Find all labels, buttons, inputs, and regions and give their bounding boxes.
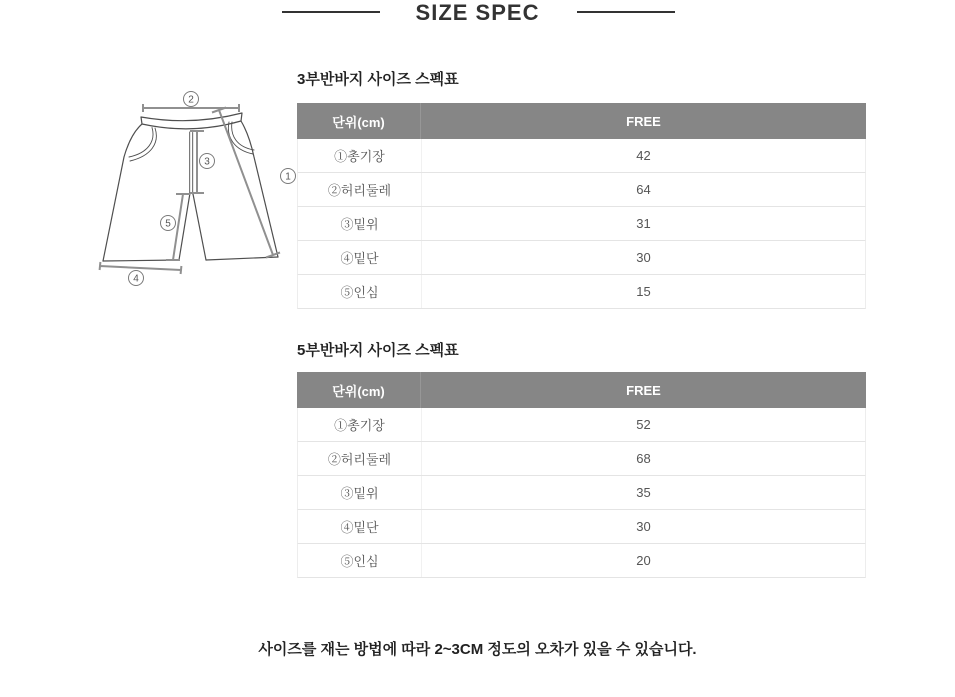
row-label: ④밑단 bbox=[298, 510, 422, 543]
marker-3 bbox=[200, 154, 215, 169]
svg-text:5: 5 bbox=[165, 218, 171, 230]
table-row bbox=[297, 476, 866, 510]
marker-1 bbox=[281, 169, 296, 184]
row-label: ①총기장 bbox=[298, 408, 422, 441]
row-value: 30 bbox=[636, 250, 651, 265]
size-table-3bu bbox=[297, 103, 866, 309]
table-header-row bbox=[297, 372, 866, 408]
table-row bbox=[297, 275, 866, 309]
row-label: ①총기장 bbox=[298, 139, 422, 172]
table-row bbox=[297, 544, 866, 578]
table-header-row bbox=[297, 103, 866, 139]
row-label: ③밑위 bbox=[298, 476, 422, 509]
row-label: ⑤인심 bbox=[298, 275, 422, 308]
table-row bbox=[297, 408, 866, 442]
header-size-cell: FREE bbox=[626, 113, 661, 129]
size-tolerance-note: 사이즈를 재는 방법에 따라 2~3CM 정도의 오차가 있을 수 있습니다. bbox=[258, 641, 697, 658]
row-value: 20 bbox=[636, 553, 651, 568]
shorts-right-outer-seam bbox=[241, 121, 278, 257]
shorts-right-inner-seam bbox=[193, 194, 206, 260]
table-title-3bu: 3부반바지 사이즈 스펙표 bbox=[297, 71, 459, 88]
marker-5 bbox=[161, 216, 176, 231]
size-table-5bu bbox=[297, 372, 866, 578]
left-pocket bbox=[129, 128, 156, 162]
table-row bbox=[297, 442, 866, 476]
row-value: 52 bbox=[636, 417, 651, 432]
waistband bbox=[141, 113, 242, 129]
row-label: ③밑위 bbox=[298, 207, 422, 240]
row-value: 68 bbox=[636, 451, 651, 466]
fly-seam bbox=[190, 132, 193, 194]
row-value: 31 bbox=[636, 216, 651, 231]
table-row bbox=[297, 510, 866, 544]
row-label: ④밑단 bbox=[298, 241, 422, 274]
svg-text:3: 3 bbox=[204, 156, 210, 168]
row-value: 42 bbox=[636, 148, 651, 163]
header-unit-cell: 단위(cm) bbox=[297, 103, 421, 139]
row-value: 30 bbox=[636, 519, 651, 534]
svg-text:4: 4 bbox=[133, 273, 139, 285]
table-row bbox=[297, 241, 866, 275]
marker-2 bbox=[184, 92, 199, 107]
shorts-left-outer-seam bbox=[103, 124, 142, 261]
row-value: 15 bbox=[636, 284, 651, 299]
row-label: ②허리둘레 bbox=[298, 173, 422, 206]
table-row bbox=[297, 139, 866, 173]
row-value: 35 bbox=[636, 485, 651, 500]
row-value: 64 bbox=[636, 182, 651, 197]
marker-4 bbox=[129, 271, 144, 286]
svg-text:2: 2 bbox=[188, 94, 194, 106]
header-size-cell: FREE bbox=[626, 382, 661, 398]
header-unit-cell: 단위(cm) bbox=[297, 372, 421, 408]
table-row bbox=[297, 207, 866, 241]
svg-text:1: 1 bbox=[285, 171, 291, 183]
row-label: ②허리둘레 bbox=[298, 442, 422, 475]
table-row bbox=[297, 173, 866, 207]
table-title-5bu: 5부반바지 사이즈 스펙표 bbox=[297, 342, 459, 359]
shorts-diagram bbox=[88, 85, 308, 295]
right-pocket bbox=[228, 122, 254, 154]
row-label: ⑤인심 bbox=[298, 544, 422, 577]
page-title: SIZE SPEC bbox=[415, 0, 540, 25]
